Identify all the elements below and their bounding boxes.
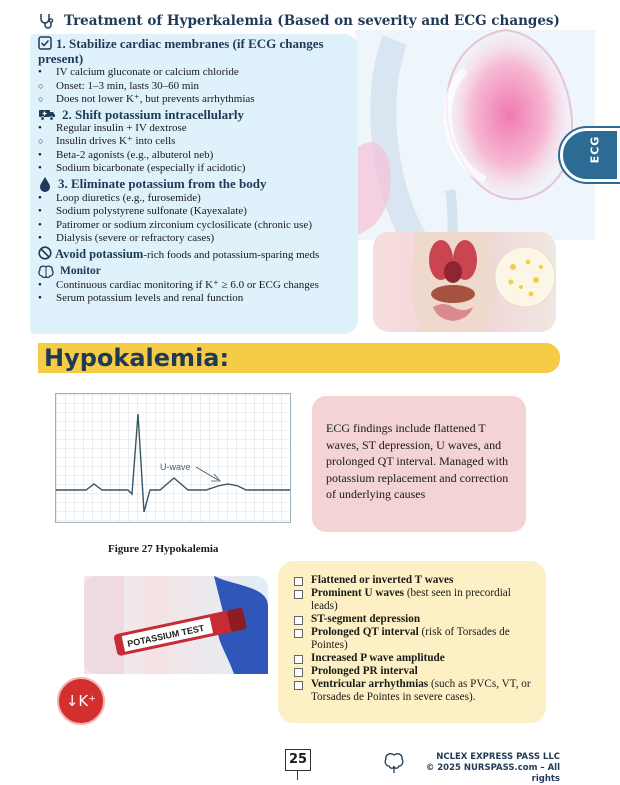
finding-bold: Ventricular arrhythmias [311,678,429,690]
section-2-heading-text: 2. Shift potassium intracellularly [62,106,245,122]
brain-logo-icon [384,752,404,774]
potassium-test-image [84,576,268,674]
droplet-icon [38,176,52,192]
list-item: • IV calcium gluconate or calcium chloride [38,66,368,80]
finding-rest: (such as PVCs, VT, or Torsades de Pointes in severe cases). [311,678,531,703]
avoid-bold: Avoid potassium [55,246,144,261]
section-2-list [38,122,368,176]
avoid-note [38,246,368,262]
u-wave-label: U-wave [160,462,191,472]
monitor-heading-text: Monitor [60,264,101,277]
footer-brand-name: NCLEX EXPRESS PASS LLC [436,752,560,762]
finding-bold: Prolonged QT interval [311,626,419,638]
list-item: • Patiromer or sodium zirconium cyclosilicate (chronic use) [38,219,368,233]
organs-illustration [373,232,556,332]
list-item: • Continuous cardiac monitoring if K⁺ ≥ 6.0 or ECG changes [38,279,368,293]
list-item: • Regular insulin + IV dextrose [38,122,368,136]
hypokalemia-title: Hypokalemia: [44,344,230,372]
finding-rest: (best seen in precordial leads) [311,587,511,612]
page-title: Treatment of Hyperkalemia (Based on severity and ECG changes) [64,13,560,29]
finding-bold: Prolonged PR interval [311,665,418,677]
checkbox-icon [38,36,52,50]
list-item: • Loop diuretics (e.g., furosemide) [38,192,368,206]
finding-item [293,678,536,704]
finding-item [293,574,536,587]
finding-item [293,587,536,613]
findings-list [293,574,536,704]
kidney-illustration [355,30,595,240]
k-badge-text: ↓K⁺ [65,692,97,710]
section-1-heading [38,36,368,66]
finding-bold: Flattened or inverted T waves [311,574,454,586]
finding-bold: ST-segment depression [311,613,421,625]
list-item: • Beta-2 agonists (e.g., albuterol neb) [38,149,368,163]
section-2-heading [38,107,368,122]
avoid-rest: -rich foods and potassium-sparing meds [143,248,320,261]
test-tube-label: POTASSIUM TEST [126,622,206,649]
list-item: • Serum potassium levels and renal function [38,292,368,306]
ecg-tab-label: ECG [588,135,602,164]
page-number-rule [297,770,298,780]
ambulance-icon [38,107,56,121]
section-1-list [38,66,368,107]
page-number: 25 [285,749,311,771]
finding-bold: Prominent U waves [311,587,405,599]
ecg-strip-figure [55,393,291,523]
page-header [38,10,560,32]
low-potassium-badge [57,677,105,725]
ecg-note-text: ECG findings include flattened T waves, ST depression, U waves, and prolonged QT interval. Managed with potassium replacement and correction of underlying causes [326,421,509,501]
finding-item [293,626,536,652]
section-1-heading-text: 1. Stabilize cardiac membranes (if ECG changes present) [38,36,324,66]
brain-icon [38,265,54,279]
monitor-list [38,279,368,306]
footer-copyright: © 2025 NURSPASS.com – All rights [425,763,560,784]
finding-rest: (risk of Torsades de Pointes) [311,626,510,651]
section-3-heading-text: 3. Eliminate potassium from the body [58,176,267,191]
list-item: ○ Insulin drives K⁺ into cells [38,135,368,149]
finding-item [293,652,536,665]
ecg-findings-box [278,561,546,723]
list-item: ○ Does not lower K⁺, but prevents arrhythmias [38,93,368,107]
treatment-content [38,36,368,306]
figure-caption: Figure 27 Hypokalemia [108,543,219,555]
finding-item [293,613,536,626]
list-item: • Sodium bicarbonate (especially if acidotic) [38,162,368,176]
list-item: • Sodium polystyrene sulfonate (Kayexalate) [38,205,368,219]
ecg-note-box [312,396,526,532]
monitor-heading [38,265,368,279]
section-3-heading [38,176,368,192]
footer-brand [408,752,560,785]
finding-item [293,665,536,678]
finding-bold: Increased P wave amplitude [311,652,445,664]
list-item: • Dialysis (severe or refractory cases) [38,232,368,246]
stethoscope-icon [38,12,56,30]
prohibited-icon [38,246,52,260]
section-3-list [38,192,368,246]
ecg-side-tab[interactable] [560,128,620,182]
list-item: ○ Onset: 1–3 min, lasts 30–60 min [38,80,368,94]
